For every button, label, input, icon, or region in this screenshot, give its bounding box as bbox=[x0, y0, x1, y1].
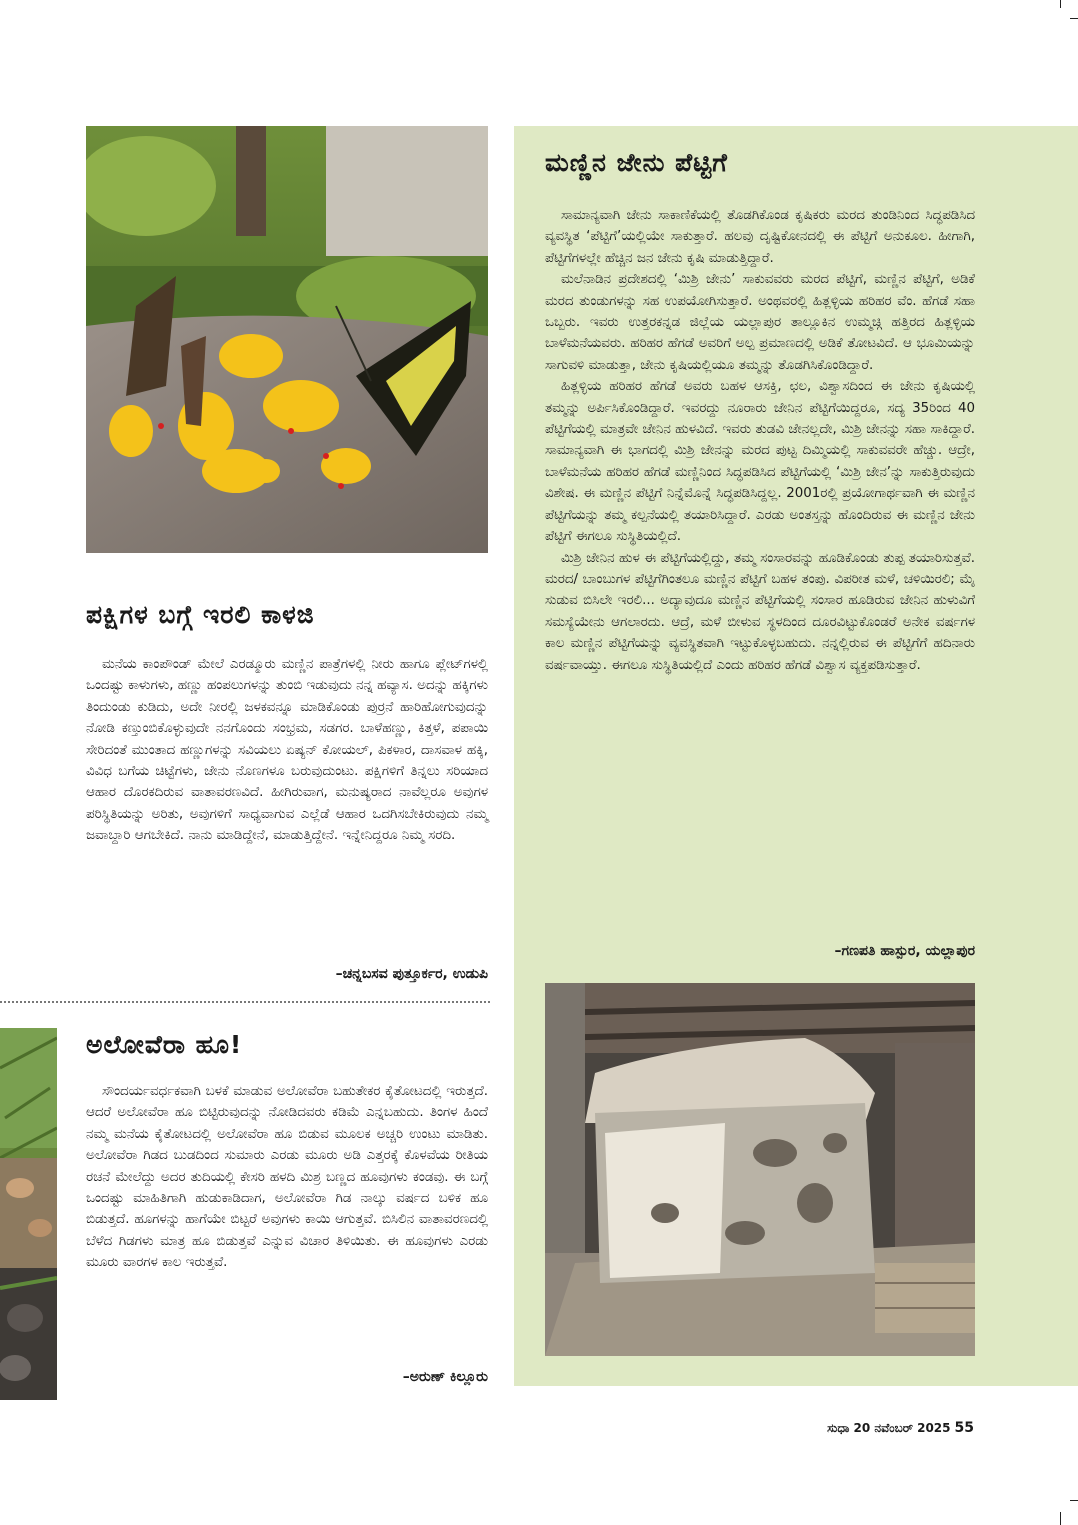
issue-label: ಸುಧಾ 20 ನವೆಂಬರ್ 2025 bbox=[827, 1421, 951, 1435]
honey-box-byline: –ಗಣಪತಿ ಹಾಸ್ಪುರ, ಯಲ್ಲಾಪುರ bbox=[834, 943, 975, 959]
birds-heading: ಪಕ್ಷಿಗಳ ಬಗ್ಗೆ ಇರಲಿ ಕಾಳಜಿ bbox=[86, 600, 315, 629]
page-number: 55 bbox=[954, 1420, 974, 1436]
crop-mark bbox=[1070, 1500, 1078, 1501]
section-divider bbox=[0, 1001, 490, 1003]
aloe-byline: –ಅರುಣ್ ಕಿಲ್ಲೂರು bbox=[402, 1369, 488, 1385]
birds-article-body bbox=[86, 654, 488, 847]
clay-beebox-photo bbox=[545, 983, 975, 1356]
honey-box-paragraph: ಮಿಶ್ರಿ ಜೇನಿನ ಹುಳ ಈ ಪೆಟ್ಟಿಗೆಯಲ್ಲಿದ್ದು, ತಮ್ಮ ಸಂಸಾರವನ್ನು ಹೂಡಿಕೊಂಡು ತುಪ್ಪ ತಯಾರಿಸುತ್ತವೆ. ಮರದ/ ಬಾಂಬುಗಳ ಪೆಟ್ಟಿಗೆಗಿಂತಲೂ ಮಣ್ಣಿನ ಪೆಟ್ಟಿಗೆ ಬಹಳ ತಂಪು. ವಿಪರೀತ ಮಳೆ, ಚಳಿಯಿರಲಿ; ಮೈ ಸುಡುವ ಬಿಸಿಲೇ ಇರಲಿ... ಅದ್ಯಾವುದೂ ಮಣ್ಣಿನ ಪೆಟ್ಟಿಗೆಯಲ್ಲಿ ಸಂಸಾರ ಹೂಡಿರುವ ಜೇನಿನ ಹುಳುವಿಗೆ ಸಮಸ್ಯೆಯೇನು ಆಗಲಾರದು. ಆದ್ರೆ, ಮಳೆ ಬೀಳುವ ಸ್ಥಳದಿಂದ ದೂರವಿಟ್ಟುಕೊಂಡರೆ ಅನೇಕ ವರ್ಷಗಳ ಕಾಲ ಮಣ್ಣಿನ ಪೆಟ್ಟಿಗೆಯನ್ನು ವ್ಯವಸ್ಥಿತವಾಗಿ ಇಟ್ಟುಕೊಳ್ಳಬಹುದು. ನನ್ನಲ್ಲಿರುವ ಈ ಪೆಟ್ಟಿಗೆಗೆ ಹದಿನಾರು ವರ್ಷವಾಯ್ತು. ಈಗಲೂ ಸುಸ್ಥಿತಿಯಲ್ಲಿದೆ ಎಂದು ಹರಿಹರ ಹೆಗಡೆ ವಿಶ್ವಾಸ ವ್ಯಕ್ತಪಡಿಸುತ್ತಾರೆ. bbox=[545, 550, 975, 673]
honey-box-paragraph: ಸಾಮಾನ್ಯವಾಗಿ ಜೇನು ಸಾಕಾಣಿಕೆಯಲ್ಲಿ ತೊಡಗಿಕೊಂಡ ಕೃಷಿಕರು ಮರದ ತುಂಡಿನಿಂದ ಸಿದ್ಧಪಡಿಸಿದ ವ್ಯವಸ್ಥಿತ ‘ಪೆಟ್ಟಿಗೆ’ಯಲ್ಲಿಯೇ ಸಾಕುತ್ತಾರೆ. ಹಲವು ದೃಷ್ಟಿಕೋನದಲ್ಲಿ ಈ ಪೆಟ್ಟಿಗೆ ಅನುಕೂಲ. ಹೀಗಾಗಿ, ಪೆಟ್ಟಿಗೆಗಳಲ್ಲೇ ಹೆಚ್ಚಿನ ಜನ ಜೇನು ಕೃಷಿ ಮಾಡುತ್ತಿದ್ದಾರೆ. bbox=[545, 208, 975, 266]
honey-box-paragraph: ಹಿತ್ಲಳ್ಳಿಯ ಹರಿಹರ ಹೆಗಡೆ ಅವರು ಬಹಳ ಆಸಕ್ತಿ, ಛಲ, ವಿಶ್ವಾಸದಿಂದ ಈ ಜೇನು ಕೃಷಿಯಲ್ಲಿ ತಮ್ಮನ್ನು ಅರ್ಪಿಸಿಕೊಂಡಿದ್ದಾರೆ. ಇವರದ್ದು ನೂರಾರು ಜೇನಿನ ಪೆಟ್ಟಿಗೆಯಿದ್ದರೂ, ಸದ್ಯ 35ರಿಂದ 40 ಪೆಟ್ಟಿಗೆಯಲ್ಲಿ ಮಾತ್ರವೇ ಜೇನಿನ ಹುಳವಿದೆ. ಇವರು ತುಡವಿ ಜೇನಲ್ಲದೇ, ಮಿಶ್ರಿ ಜೇನನ್ನು ಸಹಾ ಸಾಕಿದ್ದಾರೆ. ಸಾಮಾನ್ಯವಾಗಿ ಈ ಭಾಗದಲ್ಲಿ ಮಿಶ್ರಿ ಜೇನನ್ನು ಮರದ ಪುಟ್ಟ ದಿಮ್ಮಿಯಲ್ಲಿ ಸಾಕುವವರೇ ಹೆಚ್ಚು. ಆದ್ರೇ, ಬಾಳೆಮನೆಯ ಹರಿಹರ ಹೆಗಡೆ ಮಣ್ಣಿನಿಂದ ಸಿದ್ಧಪಡಿಸಿದ ಪೆಟ್ಟಿಗೆಯಲ್ಲಿ ‘ಮಿಶ್ರಿ ಜೇನ’ನ್ನು ಸಾಕುತ್ತಿರುವುದು ವಿಶೇಷ. ಈ ಮಣ್ಣಿನ ಪೆಟ್ಟಿಗೆ ನಿನ್ನೆಮೊನ್ನೆ ಸಿದ್ಧಪಡಿಸಿದ್ದಲ್ಲ. 2001ರಲ್ಲಿ ಪ್ರಯೋಗಾರ್ಥವಾಗಿ ಈ ಮಣ್ಣಿನ ಪೆಟ್ಟಿಗೆಯನ್ನು ತಮ್ಮ ಕಲ್ಪನೆಯಲ್ಲಿ ತಯಾರಿಸಿದ್ದಾರೆ. ಎರಡು ಅಂತಸ್ತನ್ನು ಹೊಂದಿರುವ ಈ ಮಣ್ಣಿನ ಜೇನು ಪೆಟ್ಟಿಗೆ ಈಗಲೂ ಸುಸ್ಥಿತಿಯಲ್ಲಿದೆ. bbox=[545, 379, 975, 545]
aloe-paragraph: ಸೌಂದರ್ಯವರ್ಧಕವಾಗಿ ಬಳಕೆ ಮಾಡುವ ಅಲೋವೆರಾ ಬಹುತೇಕರ ಕೈತೋಟದಲ್ಲಿ ಇರುತ್ತದೆ. ಆದರೆ ಅಲೋವೆರಾ ಹೂ ಬಿಟ್ಟಿರುವುದನ್ನು ನೋಡಿದವರು ಕಡಿಮೆ ಎನ್ನಬಹುದು. ತಿಂಗಳ ಹಿಂದೆ ನಮ್ಮ ಮನೆಯ ಕೈತೋಟದಲ್ಲಿ ಅಲೋವೆರಾ ಹೂ ಬಿಡುವ ಮೂಲಕ ಅಚ್ಚರಿ ಉಂಟು ಮಾಡಿತು. ಅಲೋವೆರಾ ಗಿಡದ ಬುಡದಿಂದ ಸುಮಾರು ಎರಡು ಮೂರು ಅಡಿ ಎತ್ತರಕ್ಕೆ ಕೊಳವೆಯ ರೀತಿಯ ರಚನೆ ಮೇಲೆದ್ದು ಅದರ ತುದಿಯಲ್ಲಿ ಕೇಸರಿ ಹಳದಿ ಮಿಶ್ರ ಬಣ್ಣದ ಹೂವುಗಳು ಕಂಡವು. ಈ ಬಗ್ಗೆ ಒಂದಷ್ಟು ಮಾಹಿತಿಗಾಗಿ ಹುಡುಕಾಡಿದಾಗ, ಅಲೋವೆರಾ ಗಿಡ ನಾಲ್ಕು ವರ್ಷದ ಬಳಿಕ ಹೂ ಬಿಡುತ್ತದೆ. ಹೂಗಳನ್ನು ಹಾಗೆಯೇ ಬಿಟ್ಟರೆ ಅವುಗಳು ಕಾಯಿ ಆಗುತ್ತವೆ. ಬಿಸಿಲಿನ ವಾತಾವರಣದಲ್ಲಿ ಬೆಳೆದ ಗಿಡಗಳು ಮಾತ್ರ ಹೂ ಬಿಡುತ್ತವೆ ಎನ್ನುವ ವಿಚಾರ ತಿಳಿಯಿತು. ಈ ಹೂವುಗಳು ಎರಡು ಮೂರು ವಾರಗಳ ಕಾಲ ಇರುತ್ತವೆ. bbox=[86, 1084, 488, 1271]
crop-mark bbox=[1060, 1512, 1061, 1525]
aloe-photo-strip bbox=[0, 1028, 57, 1400]
butterfly-photo bbox=[86, 126, 488, 553]
aloe-article-body bbox=[86, 1081, 488, 1274]
crop-mark bbox=[1070, 18, 1078, 19]
birds-byline: –ಚನ್ನಬಸವ ಪುತ್ತೂರ್ಕರ, ಉಡುಪಿ bbox=[335, 966, 488, 982]
honey-box-paragraph: ಮಲೆನಾಡಿನ ಪ್ರದೇಶದಲ್ಲಿ ‘ಮಿಶ್ರಿ ಜೇನು’ ಸಾಕುವವರು ಮರದ ಪೆಟ್ಟಿಗೆ, ಮಣ್ಣಿನ ಪೆಟ್ಟಿಗೆ, ಅಡಿಕೆ ಮರದ ತುಂಡುಗಳನ್ನು ಸಹ ಉಪಯೋಗಿಸುತ್ತಾರೆ. ಅಂಥವರಲ್ಲಿ ಹಿತ್ಲಳ್ಳಿಯ ಹರಿಹರ ವೆಂ. ಹೆಗಡೆ ಸಹಾ ಒಬ್ಬರು. ಇವರು ಉತ್ತರಕನ್ನಡ ಜಿಲ್ಲೆಯ ಯಲ್ಲಾಪುರ ತಾಲ್ಲೂಕಿನ ಉಮ್ಮಚ್ಗಿ ಹತ್ತಿರದ ಹಿತ್ಲಳ್ಳಿಯ ಬಾಳೆಮನೆಯವರು. ಹರಿಹರ ಹೆಗಡೆ ಅವರಿಗೆ ಅಲ್ಪ ಪ್ರಮಾಣದಲ್ಲಿ ಅಡಿಕೆ ತೋಟವಿದೆ. ಆ ಭೂಮಿಯನ್ನು ಸಾಗುವಳಿ ಮಾಡುತ್ತಾ, ಜೇನು ಕೃಷಿಯಲ್ಲಿಯೂ ತಮ್ಮನ್ನು ತೊಡಗಿಸಿಕೊಂಡಿದ್ದಾರೆ. bbox=[545, 272, 975, 373]
page-footer bbox=[827, 1420, 974, 1436]
aloe-heading: ಅಲೋವೆರಾ ಹೂ! bbox=[86, 1030, 243, 1059]
honey-box-article-body bbox=[545, 205, 975, 676]
birds-paragraph: ಮನೆಯ ಕಾಂಪೌಂಡ್ ಮೇಲೆ ಎರಡ್ಮೂರು ಮಣ್ಣಿನ ಪಾತ್ರೆಗಳಲ್ಲಿ ನೀರು ಹಾಗೂ ಪ್ಲೇಟ್‌ಗಳಲ್ಲಿ ಒಂದಷ್ಟು ಕಾಳುಗಳು, ಹಣ್ಣು ಹಂಪಲುಗಳನ್ನು ತುಂಬಿ ಇಡುವುದು ನನ್ನ ಹವ್ಯಾಸ. ಅದನ್ನು ಹಕ್ಕಿಗಳು ತಿಂದುಂಡು ಕುಡಿದು, ಅದೇ ನೀರಲ್ಲಿ ಜಳಕವನ್ನೂ ಮಾಡಿಕೊಂಡು ಪುರ್ರನೆ ಹಾರಿಹೋಗುವುದನ್ನು ನೋಡಿ ಕಣ್ತುಂಬಿಕೊಳ್ಳುವುದೇ ನನಗೊಂದು ಸಂಭ್ರಮ, ಸಡಗರ. ಬಾಳೆಹಣ್ಣು, ಕಿತ್ತಳೆ, ಪಪಾಯಿ ಸೇರಿದಂತೆ ಮುಂತಾದ ಹಣ್ಣುಗಳನ್ನು ಸವಿಯಲು ಏಷ್ಯನ್ ಕೋಯಲ್, ಪಿಕಳಾರ, ದಾಸವಾಳ ಹಕ್ಕಿ, ವಿವಿಧ ಬಗೆಯ ಚಿಟ್ಟೆಗಳು, ಜೇನು ನೊಣಗಳೂ ಬರುವುದುಂಟು. ಪಕ್ಷಿಗಳಿಗೆ ತಿನ್ನಲು ಸರಿಯಾದ ಆಹಾರ ದೊರಕದಿರುವ ವಾತಾವರಣವಿದೆ. ಹೀಗಿರುವಾಗ, ಮನುಷ್ಯರಾದ ನಾವೆಲ್ಲರೂ ಅವುಗಳ ಪರಿಸ್ಥಿತಿಯನ್ನು ಅರಿತು, ಅವುಗಳಿಗೆ ಸಾಧ್ಯವಾಗುವ ಎಲ್ಲೆಡೆ ಆಹಾರ ಒದಗಿಸಬೇಕಿರುವುದು ನಮ್ಮ ಜವಾಬ್ದಾರಿ ಆಗಬೇಕಿದೆ. ನಾನು ಮಾಡಿದ್ದೇನೆ, ಮಾಡುತ್ತಿದ್ದೇನೆ. ಇನ್ನೇನಿದ್ದರೂ ನಿಮ್ಮ ಸರದಿ. bbox=[86, 657, 488, 844]
honey-box-heading: ಮಣ್ಣಿನ ಜೇನು ಪೆಟ್ಟಿಗೆ bbox=[545, 148, 728, 177]
crop-mark bbox=[1060, 0, 1061, 8]
